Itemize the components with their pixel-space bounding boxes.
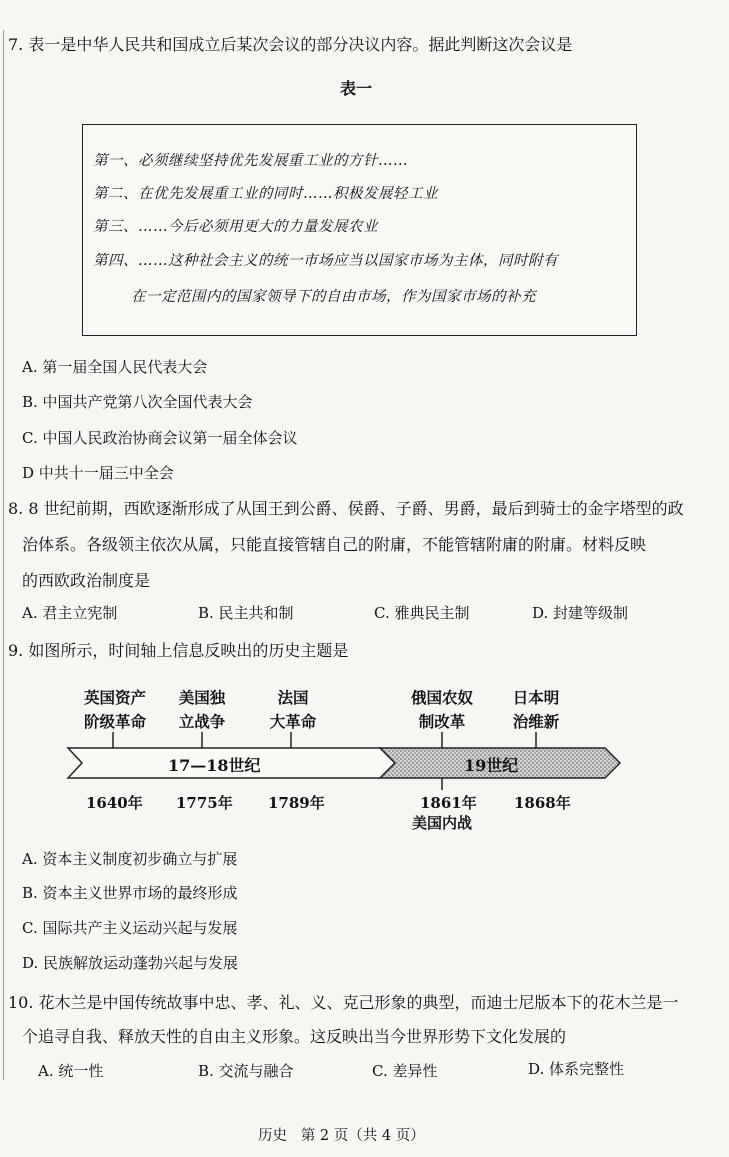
q10-stem-line-2: 个追寻自我、释放天性的自由主义形象。这反映出当今世界形势下文化发展的 — [22, 1027, 567, 1046]
timeline-event-below: 美国内战 — [412, 814, 473, 832]
q9-option-d[interactable]: D. 民族解放运动蓬勃兴起与发展 — [22, 954, 239, 972]
q7-option-c[interactable]: C. 中国人民政治协商会议第一届全体会议 — [22, 429, 298, 447]
q7-option-a[interactable]: A. 第一届全国人民代表大会 — [22, 358, 208, 376]
q10-option-a[interactable]: A. 统一性 — [38, 1062, 104, 1080]
q8-stem-line-3: 的西欧政治制度是 — [22, 571, 151, 590]
q7-table-line-3: 第三、……今后必须用更大的力量发展农业 — [93, 219, 378, 235]
timeline-event-label-4: 俄国农奴 制改革 — [410, 688, 473, 731]
timeline-axis — [0, 730, 729, 790]
timeline-year-1: 1640年 — [86, 794, 143, 812]
q9-option-b[interactable]: B. 资本主义世界市场的最终形成 — [22, 884, 238, 902]
q8-stem-line-1: 8. 8 世纪前期，西欧逐渐形成了从国王到公爵、侯爵、子爵、男爵，最后到骑士的金字塔型的政 — [8, 499, 684, 518]
timeline-year-3: 1789年 — [268, 794, 325, 812]
timeline-year-4: 1861年 — [420, 794, 477, 812]
q8-option-d[interactable]: D. 封建等级制 — [532, 604, 629, 622]
q9-option-a[interactable]: A. 资本主义制度初步确立与扩展 — [22, 850, 238, 868]
q9-stem: 9. 如图所示，时间轴上信息反映出的历史主题是 — [8, 641, 349, 660]
q7-table-line-4: 第四、……这种社会主义的统一市场应当以国家市场为主体，同时附有 — [93, 253, 558, 269]
q10-option-d[interactable]: D. 体系完整性 — [528, 1060, 625, 1078]
timeline-event-label-5: 日本明 治维新 — [512, 688, 560, 731]
q8-option-b[interactable]: B. 民主共和制 — [198, 604, 294, 622]
timeline-period-1: 17—18世纪 — [168, 756, 261, 775]
q7-table-line-1: 第一、必须继续坚持优先发展重工业的方针…… — [93, 153, 408, 169]
q7-table-box — [82, 124, 637, 336]
q7-option-d[interactable]: D 中共十一届三中全会 — [22, 464, 174, 482]
left-margin-rule — [3, 30, 4, 1080]
timeline-period-2: 19世纪 — [464, 756, 519, 775]
q10-option-c[interactable]: C. 差异性 — [372, 1062, 438, 1080]
q8-stem-line-2: 治体系。各级领主依次从属，只能直接管辖自己的附庸，不能管辖附庸的附庸。材料反映 — [22, 535, 647, 554]
timeline-event-label-3: 法国 大革命 — [269, 688, 317, 731]
q7-stem: 7. 表一是中华人民共和国成立后某次会议的部分决议内容。据此判断这次会议是 — [8, 35, 573, 54]
timeline-event-label-1: 英国资产 阶级革命 — [83, 688, 146, 731]
q10-option-b[interactable]: B. 交流与融合 — [198, 1062, 294, 1080]
q7-option-b[interactable]: B. 中国共产党第八次全国代表大会 — [22, 393, 253, 411]
q7-table-caption: 表一 — [340, 79, 373, 98]
q7-table-line-2: 第二、在优先发展重工业的同时……积极发展轻工业 — [93, 186, 438, 202]
q8-option-a[interactable]: A. 君主立宪制 — [22, 604, 118, 622]
q8-option-c[interactable]: C. 雅典民主制 — [374, 604, 470, 622]
timeline-year-2: 1775年 — [176, 794, 233, 812]
q10-stem-line-1: 10. 花木兰是中国传统故事中忠、孝、礼、义、克己形象的典型，而迪士尼版本下的花木兰是一 — [8, 993, 679, 1012]
page-footer: 历史 第 2 页（共 4 页） — [258, 1128, 425, 1144]
q7-table-line-5: 在一定范围内的国家领导下的自由市场，作为国家市场的补充 — [131, 289, 536, 305]
timeline-year-5: 1868年 — [514, 794, 571, 812]
timeline-event-label-2: 美国独 立战争 — [178, 688, 226, 731]
q9-option-c[interactable]: C. 国际共产主义运动兴起与发展 — [22, 919, 238, 937]
